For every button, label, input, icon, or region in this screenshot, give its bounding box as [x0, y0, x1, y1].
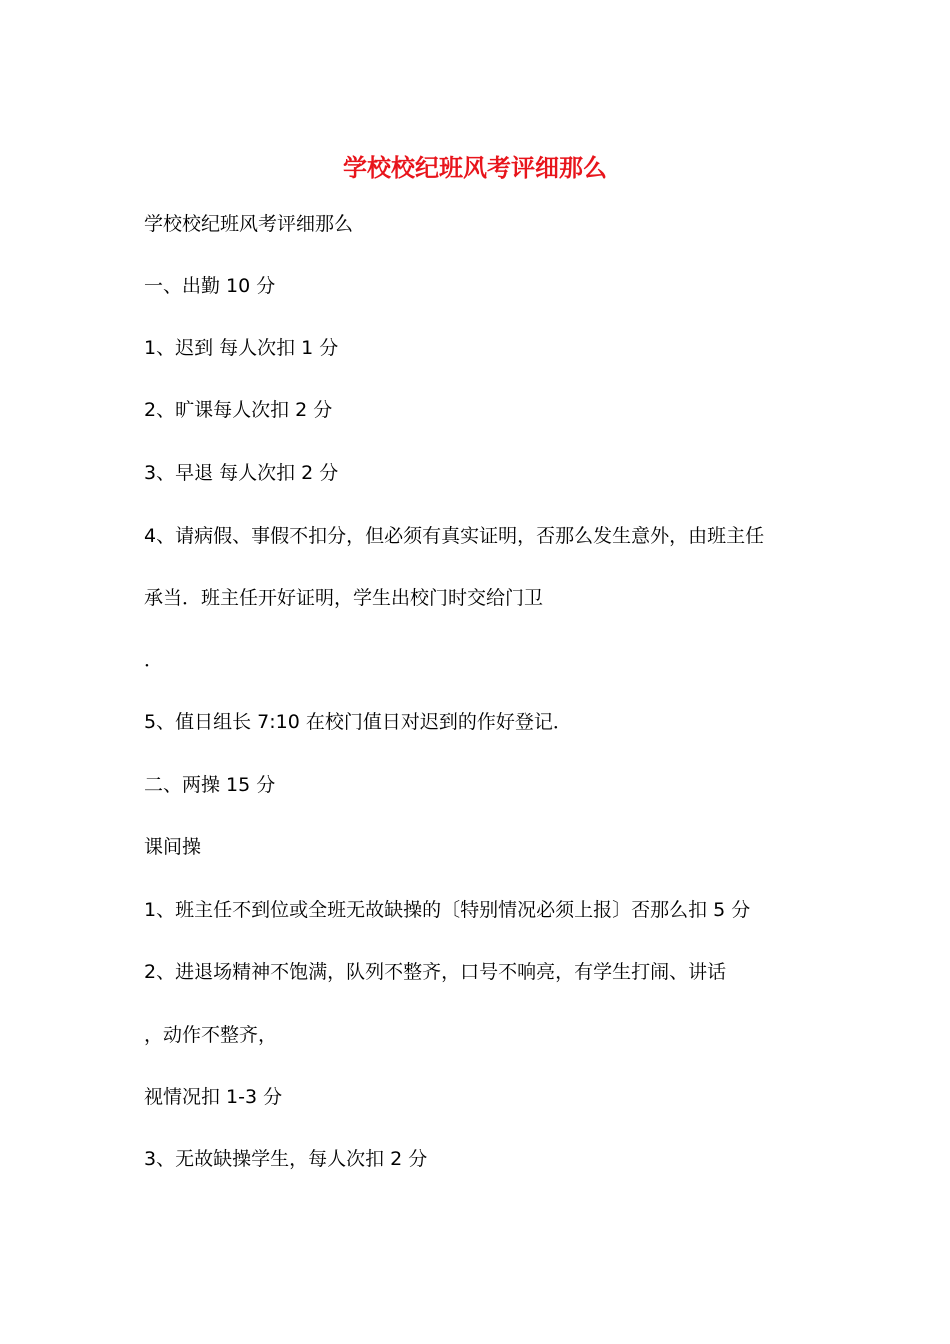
- text-line-discipline: 2、进退场精神不饱满，队列不整齐，口号不响亮，有学生打闹、讲话: [144, 961, 727, 983]
- text-line-period: ．: [144, 649, 164, 671]
- text-line-section-attendance: 一、出勤 10 分: [144, 275, 276, 297]
- text-line-deduction: 视情况扣 1-3 分: [144, 1086, 283, 1108]
- text-line-discipline-cont: ，动作不整齐，: [144, 1024, 278, 1046]
- text-line-late: 1、迟到 每人次扣 1 分: [144, 337, 339, 359]
- text-line-early-leave: 3、早退 每人次扣 2 分: [144, 462, 339, 484]
- text-line-subtitle: 学校校纪班风考评细那么: [144, 213, 354, 235]
- text-line-leave-rule-cont: 承当．班主任开好证明，学生出校门时交给门卫: [144, 587, 544, 609]
- text-line-break-exercise: 课间操: [144, 836, 202, 858]
- text-line-truancy: 2、旷课每人次扣 2 分: [144, 399, 333, 421]
- text-line-absent-students: 3、无故缺操学生，每人次扣 2 分: [144, 1148, 428, 1170]
- text-line-leave-rule: 4、请病假、事假不扣分，但必须有真实证明，否那么发生意外，由班主任: [144, 525, 765, 547]
- document-title: 学校校纪班风考评细那么: [343, 153, 607, 182]
- text-line-section-exercises: 二、两操 15 分: [144, 774, 276, 796]
- text-line-teacher-absent: 1、班主任不到位或全班无故缺操的〔特别情况必须上报〕否那么扣 5 分: [144, 899, 751, 921]
- text-line-duty-leader: 5、值日组长 7:10 在校门值日对迟到的作好登记．: [144, 711, 572, 733]
